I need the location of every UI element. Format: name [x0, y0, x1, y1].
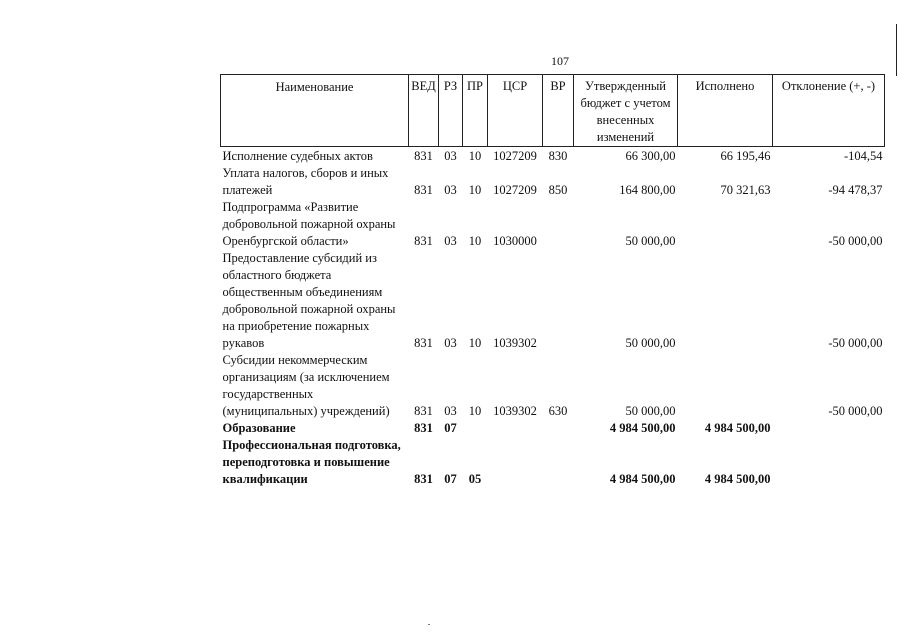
row-csr: 1030000 [493, 234, 537, 248]
row-vr: 630 [548, 404, 568, 418]
row-ved: 831 [414, 472, 433, 486]
row-executed: 4 984 500,00 [704, 421, 771, 435]
row-approved: 50 000,00 [625, 404, 676, 418]
row-approved: 164 800,00 [619, 183, 676, 197]
row-vr [543, 250, 574, 352]
budget-table [220, 74, 885, 488]
row-csr: 1027209 [493, 183, 537, 197]
header-vr: ВР [543, 75, 574, 147]
row-approved: 66 300,00 [625, 149, 676, 163]
row-pr: 10 [468, 183, 482, 197]
row-pr: 10 [468, 336, 482, 350]
row-deviation: -104,54 [843, 149, 883, 163]
row-executed [678, 352, 773, 420]
row-deviation: -50 000,00 [828, 336, 883, 350]
row-approved: 4 984 500,00 [609, 421, 676, 435]
row-pr [463, 420, 488, 437]
header-executed: Исполнено [678, 75, 773, 147]
row-executed: 66 195,46 [720, 149, 771, 163]
row-deviation [773, 437, 885, 488]
table-row [221, 352, 885, 420]
row-approved: 50 000,00 [625, 234, 676, 248]
table-row [221, 250, 885, 352]
row-rz: 03 [444, 149, 457, 163]
row-name: Образование [222, 421, 296, 435]
row-ved: 831 [414, 336, 433, 350]
row-csr: 1039302 [493, 404, 537, 418]
row-name: Субсидии некоммерческим организациям (за исключением государственных (муниципальных) учреждений) [222, 353, 390, 418]
row-pr: 10 [468, 149, 482, 163]
row-vr: 850 [548, 183, 568, 197]
row-approved: 4 984 500,00 [609, 472, 676, 486]
row-rz: 03 [444, 234, 457, 248]
row-vr [543, 437, 574, 488]
header-pr: ПР [463, 75, 488, 147]
row-pr: 05 [468, 472, 482, 486]
scan-dot [428, 624, 430, 625]
row-ved: 831 [414, 183, 433, 197]
table-row [221, 199, 885, 250]
row-executed: 70 321,63 [720, 183, 771, 197]
table-body [221, 147, 885, 489]
row-ved: 831 [414, 421, 433, 435]
row-executed [678, 199, 773, 250]
table-row [221, 165, 885, 199]
table-row-section [221, 420, 885, 437]
row-name: Профессиональная подготовка, переподготовка и повышение квалификации [222, 438, 401, 486]
header-rz: РЗ [439, 75, 463, 147]
row-deviation: -50 000,00 [828, 404, 883, 418]
row-csr: 1027209 [493, 149, 537, 163]
row-name: Уплата налогов, сборов и иных платежей [222, 166, 389, 197]
header-csr: ЦСР [488, 75, 543, 147]
header-deviation: Отклонение (+, -) [773, 75, 885, 147]
row-vr [543, 199, 574, 250]
table-row-subsection [221, 437, 885, 488]
row-ved: 831 [414, 149, 433, 163]
header-approved: Утвержденный бюджет с учетом внесенных изменений [574, 75, 678, 147]
row-executed [678, 250, 773, 352]
row-csr [488, 437, 543, 488]
row-rz: 07 [444, 472, 457, 486]
row-rz: 03 [444, 336, 457, 350]
header-ved: ВЕД [409, 75, 439, 147]
header-name: Наименование [221, 75, 409, 147]
row-csr [488, 420, 543, 437]
row-rz: 03 [444, 183, 457, 197]
row-rz: 03 [444, 404, 457, 418]
table-row [221, 147, 885, 166]
row-ved: 831 [414, 234, 433, 248]
row-ved: 831 [414, 404, 433, 418]
row-name: Подпрограмма «Развитие добровольной пожарной охраны Оренбургской области» [222, 200, 396, 248]
row-pr: 10 [468, 234, 482, 248]
row-deviation [773, 420, 885, 437]
row-vr: 830 [548, 149, 568, 163]
row-executed: 4 984 500,00 [704, 472, 771, 486]
page-number: 107 [551, 54, 569, 68]
row-pr: 10 [468, 404, 482, 418]
row-vr [543, 420, 574, 437]
row-name: Исполнение судебных актов [222, 149, 373, 163]
row-deviation: -94 478,37 [828, 183, 883, 197]
row-csr: 1039302 [493, 336, 537, 350]
row-name: Предоставление субсидий из областного бюджета общественным объединениям добровольной пожарной охраны на приобретение пожарных рукавов [222, 251, 396, 350]
margin-mark [896, 24, 897, 76]
row-rz: 07 [444, 421, 457, 435]
table-header [221, 75, 885, 147]
row-deviation: -50 000,00 [828, 234, 883, 248]
row-approved: 50 000,00 [625, 336, 676, 350]
